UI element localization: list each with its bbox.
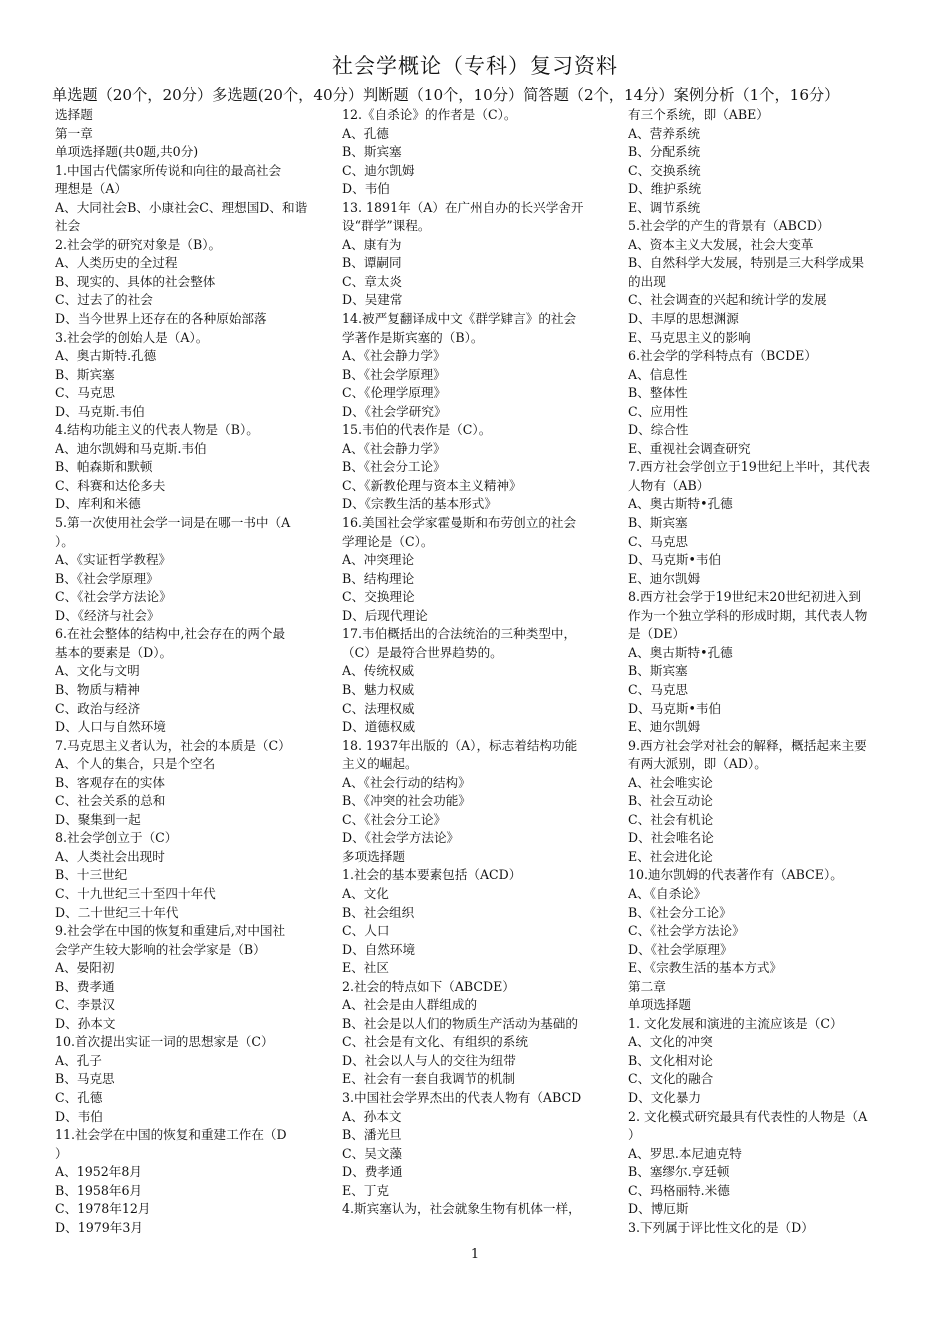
text-line: B、1958年6月 bbox=[55, 1182, 143, 1198]
text-line: A、传统权威 bbox=[342, 663, 415, 679]
text-line: C、交换理论 bbox=[342, 589, 415, 605]
text-line: 2.社会学的研究对象是（B）。 bbox=[55, 236, 222, 252]
text-line: 14.被严复翻译成中文《群学肄言》的社会 bbox=[342, 311, 577, 327]
text-line: C、马克思 bbox=[55, 385, 116, 401]
text-line: B、结构理论 bbox=[342, 570, 415, 586]
text-line: E、重视社会调查研究 bbox=[628, 440, 751, 456]
text-line: D、博厄斯 bbox=[628, 1201, 689, 1217]
text-line: 1. 文化发展和演进的主流应该是（C） bbox=[628, 1015, 843, 1031]
text-line: 1.社会的基本要素包括（ACD） bbox=[342, 867, 522, 883]
text-line: C、玛格丽特.米德 bbox=[628, 1182, 730, 1198]
text-line: 社会 bbox=[55, 218, 81, 234]
text-line: D、马克斯•韦伯 bbox=[628, 700, 722, 716]
text-line: D、道德权威 bbox=[342, 719, 416, 735]
text-line: A、孙本文 bbox=[342, 1108, 402, 1124]
text-line: D、韦伯 bbox=[55, 1108, 103, 1124]
text-line: B、《社会分工论》 bbox=[342, 459, 446, 475]
text-line: D、当今世界上还存在的各种原始部落 bbox=[55, 311, 267, 327]
text-line: D、马克斯.韦伯 bbox=[55, 403, 145, 419]
text-line: 9.社会学在中国的恢复和重建后,对中国社 bbox=[55, 923, 286, 939]
text-line: 有两大派别，即（AD）。 bbox=[628, 756, 767, 772]
text-line: D、吴建常 bbox=[342, 292, 403, 308]
text-line: C、社会关系的总和 bbox=[55, 793, 166, 809]
text-line: C、李景汉 bbox=[55, 997, 116, 1013]
text-line: B、十三世纪 bbox=[55, 867, 128, 883]
text-line: 17.韦伯概括出的合法统治的三种类型中， bbox=[342, 626, 577, 642]
text-line: 3.下列属于评比性文化的是（D） bbox=[628, 1219, 814, 1235]
text-line: C、吴文藻 bbox=[342, 1145, 403, 1161]
text-line: ） bbox=[55, 1145, 68, 1161]
text-line: 的出现 bbox=[628, 273, 666, 289]
text-line: A、文化的冲突 bbox=[628, 1034, 713, 1050]
text-line: C、《新教伦理与资本主义精神》 bbox=[342, 477, 522, 493]
text-line: B、斯宾塞 bbox=[628, 515, 688, 531]
text-line: 第一章 bbox=[55, 125, 93, 141]
text-line: D、《经济与社会》 bbox=[55, 607, 160, 623]
text-line: A、资本主义大发展，社会大变革 bbox=[628, 236, 814, 252]
text-line: C、《社会学方法论》 bbox=[55, 589, 172, 605]
text-line: C、十九世纪三十至四十年代 bbox=[55, 885, 216, 901]
text-line: 单项选择题 bbox=[628, 997, 691, 1013]
text-line: D、库利和米德 bbox=[55, 496, 141, 512]
text-line: A、《社会静力学》 bbox=[342, 440, 446, 456]
text-line: D、文化暴力 bbox=[628, 1089, 702, 1105]
text-line: A、文化 bbox=[342, 885, 389, 901]
text-line: D、韦伯 bbox=[342, 181, 390, 197]
text-line: ）。 bbox=[55, 533, 74, 549]
text-line: A、孔子 bbox=[55, 1052, 102, 1068]
text-line: A、社会唯实论 bbox=[628, 774, 713, 790]
text-line: 多项选择题 bbox=[342, 848, 405, 864]
text-line: D、维护系统 bbox=[628, 181, 702, 197]
text-line: C、科赛和达伦多夫 bbox=[55, 477, 166, 493]
text-line: B、客观存在的实体 bbox=[55, 774, 166, 790]
text-line: D、聚集到一起 bbox=[55, 811, 141, 827]
text-line: A、冲突理论 bbox=[342, 552, 415, 568]
text-line: D、社会唯名论 bbox=[628, 830, 714, 846]
text-line: D、综合性 bbox=[628, 422, 689, 438]
text-line: B、马克思 bbox=[55, 1071, 115, 1087]
text-line: A、大同社会B、小康社会C、理想国D、和谐 bbox=[55, 199, 308, 215]
text-line: A、信息性 bbox=[628, 366, 688, 382]
text-line: B、《社会学原理》 bbox=[342, 366, 446, 382]
text-line: 15.韦伯的代表作是（C）。 bbox=[342, 422, 492, 438]
text-line: ） bbox=[628, 1127, 641, 1143]
text-line: 4.结构功能主义的代表人物是（B）。 bbox=[55, 422, 259, 438]
text-line: D、《社会学研究》 bbox=[342, 403, 447, 419]
text-line: C、孔德 bbox=[55, 1089, 103, 1105]
text-line: C、社会有机论 bbox=[628, 811, 714, 827]
text-line: 会学产生较大影响的社会学家是（B） bbox=[55, 941, 266, 957]
text-line: D、孙本文 bbox=[55, 1015, 116, 1031]
text-line: 10.迪尔凯姆的代表著作有（ABCE）。 bbox=[628, 867, 843, 883]
text-line: 3.社会学的创始人是（A）。 bbox=[55, 329, 209, 345]
text-line: C、1978年12月 bbox=[55, 1201, 151, 1217]
text-line: C、社会调查的兴起和统计学的发展 bbox=[628, 292, 827, 308]
text-line: 2. 文化模式研究最具有代表性的人物是（A bbox=[628, 1108, 868, 1124]
text-line: 是（DE） bbox=[628, 626, 686, 642]
text-line: 12.《自杀论》的作者是（C）。 bbox=[342, 107, 517, 122]
text-line: D、丰厚的思想渊源 bbox=[628, 311, 739, 327]
text-line: A、人类社会出现时 bbox=[55, 848, 165, 864]
text-line: 理想是（A） bbox=[55, 181, 128, 197]
text-line: 9.西方社会学对社会的解释，概括起来主要 bbox=[628, 737, 867, 753]
text-line: B、社会是以人们的物质生产活动为基础的 bbox=[342, 1015, 578, 1031]
text-line: E、丁克 bbox=[342, 1182, 389, 1198]
text-line: 18. 1937年出版的（A），标志着结构功能 bbox=[342, 737, 578, 753]
text-line: B、社会互动论 bbox=[628, 793, 713, 809]
text-line: B、魅力权威 bbox=[342, 681, 415, 697]
text-line: A、康有为 bbox=[342, 236, 402, 252]
text-line: A、奥古斯特•孔德 bbox=[628, 496, 733, 512]
text-line: 人物有（AB） bbox=[628, 477, 710, 493]
text-line: B、物质与精神 bbox=[55, 681, 140, 697]
text-line: E、马克思主义的影响 bbox=[628, 329, 751, 345]
text-line: C、社会是有文化、有组织的系统 bbox=[342, 1034, 528, 1050]
text-line: B、自然科学大发展，特别是三大科学成果 bbox=[628, 255, 864, 271]
text-column-2 bbox=[342, 106, 624, 1219]
text-line: C、《社会分工论》 bbox=[342, 811, 447, 827]
text-line: A、个人的集合，只是个空名 bbox=[55, 756, 216, 772]
exam-structure-summary: 单选题（20个，20分）多选题(20个，40分）判断题（10个，10分）简答题（2个，14分）案例分析（1个，16分） bbox=[52, 86, 840, 104]
text-line: B、谭嗣同 bbox=[342, 255, 402, 271]
text-line: C、文化的融合 bbox=[628, 1071, 714, 1087]
text-line: C、应用性 bbox=[628, 403, 689, 419]
text-column-3 bbox=[628, 106, 910, 1237]
text-line: D、《社会学方法论》 bbox=[342, 830, 460, 846]
text-line: 单项选择题(共0题,共0分) bbox=[55, 144, 199, 160]
text-line: C、过去了的社会 bbox=[55, 292, 153, 308]
text-line: A、罗思.本尼迪克特 bbox=[628, 1145, 742, 1161]
text-line: C、《伦理学原理》 bbox=[342, 385, 447, 401]
text-line: D、自然环境 bbox=[342, 941, 416, 957]
text-line: E、社会有一套自我调节的机制 bbox=[342, 1071, 515, 1087]
text-line: A、文化与文明 bbox=[55, 663, 140, 679]
text-line: B、现实的、具体的社会整体 bbox=[55, 273, 216, 289]
text-line: B、帕森斯和默顿 bbox=[55, 459, 153, 475]
text-line: B、斯宾塞 bbox=[55, 366, 115, 382]
text-line: B、斯宾塞 bbox=[628, 663, 688, 679]
text-line: C、政治与经济 bbox=[55, 700, 141, 716]
text-line: C、《社会学方法论》 bbox=[628, 923, 745, 939]
text-line: A、营养系统 bbox=[628, 125, 701, 141]
text-line: E、社区 bbox=[342, 960, 389, 976]
text-line: 有三个系统，即（ABE） bbox=[628, 107, 769, 122]
text-line: B、《冲突的社会功能》 bbox=[342, 793, 471, 809]
text-line: 3.中国社会学界杰出的代表人物有（ABCD bbox=[342, 1089, 582, 1105]
text-line: B、潘光旦 bbox=[342, 1127, 402, 1143]
text-line: C、法理权威 bbox=[342, 700, 415, 716]
text-line: A、人类历史的全过程 bbox=[55, 255, 178, 271]
text-line: B、文化相对论 bbox=[628, 1052, 713, 1068]
text-column-1 bbox=[55, 106, 337, 1237]
text-line: 基本的要素是（D）。 bbox=[55, 644, 173, 660]
text-line: 选择题 bbox=[55, 107, 93, 122]
text-line: E、迪尔凯姆 bbox=[628, 719, 701, 735]
text-line: 13. 1891年（A）在广州自办的长兴学舍开 bbox=[342, 199, 584, 215]
text-line: 1.中国古代儒家所传说和向往的最高社会 bbox=[55, 162, 282, 178]
text-line: D、二十世纪三十年代 bbox=[55, 904, 179, 920]
text-line: D、后现代理论 bbox=[342, 607, 428, 623]
text-line: C、人口 bbox=[342, 923, 390, 939]
text-line: E、迪尔凯姆 bbox=[628, 570, 701, 586]
text-line: E、社会进化论 bbox=[628, 848, 713, 864]
text-line: B、费孝通 bbox=[55, 978, 115, 994]
text-line: 作为一个独立学科的形成时期，其代表人物 bbox=[628, 607, 868, 623]
text-line: 学著作是斯宾塞的（B）。 bbox=[342, 329, 484, 345]
text-line: A、迪尔凯姆和马克斯.韦伯 bbox=[55, 440, 207, 456]
text-line: A、晏阳初 bbox=[55, 960, 115, 976]
page-number: 1 bbox=[470, 1247, 480, 1262]
text-line: D、费孝通 bbox=[342, 1164, 403, 1180]
text-line: B、《社会分工论》 bbox=[628, 904, 732, 920]
text-line: B、斯宾塞 bbox=[342, 144, 402, 160]
text-line: 7.马克思主义者认为，社会的本质是（C） bbox=[55, 737, 291, 753]
text-line: D、1979年3月 bbox=[55, 1219, 143, 1235]
text-line: 4.斯宾塞认为，社会就象生物有机体一样， bbox=[342, 1201, 581, 1217]
text-line: A、《社会行动的结构》 bbox=[342, 774, 471, 790]
text-line: 第二章 bbox=[628, 978, 666, 994]
text-line: 2.社会的特点如下（ABCDE） bbox=[342, 978, 515, 994]
text-line: 10.首次提出实证一词的思想家是（C） bbox=[55, 1034, 274, 1050]
text-line: A、1952年8月 bbox=[55, 1164, 142, 1180]
text-line: A、《实证哲学教程》 bbox=[55, 552, 172, 568]
text-line: 学理论是（C）。 bbox=[342, 533, 434, 549]
text-line: 设“群学”课程。 bbox=[342, 218, 431, 234]
text-line: E、《宗教生活的基本方式》 bbox=[628, 960, 783, 976]
text-line: 5.第一次使用社会学一词是在哪一书中（A bbox=[55, 515, 291, 531]
text-line: A、《自杀论》 bbox=[628, 885, 707, 901]
text-line: C、马克思 bbox=[628, 533, 689, 549]
text-line: 16.美国社会学家霍曼斯和布劳创立的社会 bbox=[342, 515, 577, 531]
text-line: （C）是最符合世界趋势的。 bbox=[342, 644, 503, 660]
text-line: D、马克斯•韦伯 bbox=[628, 552, 722, 568]
text-line: 6.社会学的学科特点有（BCDE） bbox=[628, 348, 817, 364]
text-line: D、社会以人与人的交往为纽带 bbox=[342, 1052, 516, 1068]
text-line: 11.社会学在中国的恢复和重建工作在（D bbox=[55, 1127, 287, 1143]
text-line: C、章太炎 bbox=[342, 273, 403, 289]
text-line: A、奥古斯特•孔德 bbox=[628, 644, 733, 660]
text-line: A、《社会静力学》 bbox=[342, 348, 446, 364]
text-line: B、社会组织 bbox=[342, 904, 415, 920]
text-line: D、人口与自然环境 bbox=[55, 719, 166, 735]
text-line: A、奥古斯特.孔德 bbox=[55, 348, 157, 364]
text-line: B、分配系统 bbox=[628, 144, 701, 160]
text-line: E、调节系统 bbox=[628, 199, 701, 215]
text-line: D、《社会学原理》 bbox=[628, 941, 733, 957]
text-line: 8.西方社会学于19世纪末20世纪初进入到 bbox=[628, 589, 861, 605]
text-line: D、《宗教生活的基本形式》 bbox=[342, 496, 497, 512]
text-line: B、《社会学原理》 bbox=[55, 570, 159, 586]
text-line: C、迪尔凯姆 bbox=[342, 162, 415, 178]
text-line: C、交换系统 bbox=[628, 162, 701, 178]
text-line: 5.社会学的产生的背景有（ABCD） bbox=[628, 218, 830, 234]
text-line: 7.西方社会学创立于19世纪上半叶，其代表 bbox=[628, 459, 871, 475]
text-line: B、整体性 bbox=[628, 385, 688, 401]
text-line: B、塞缪尔.亨廷顿 bbox=[628, 1164, 730, 1180]
text-line: 8.社会学创立于（C） bbox=[55, 830, 178, 846]
text-line: 主义的崛起。 bbox=[342, 756, 418, 772]
text-line: C、马克思 bbox=[628, 681, 689, 697]
text-line: A、孔德 bbox=[342, 125, 389, 141]
text-line: 6.在社会整体的结构中,社会存在的两个最 bbox=[55, 626, 286, 642]
text-line: A、社会是由人群组成的 bbox=[342, 997, 478, 1013]
document-title: 社会学概论（专科）复习资料 bbox=[332, 54, 618, 78]
